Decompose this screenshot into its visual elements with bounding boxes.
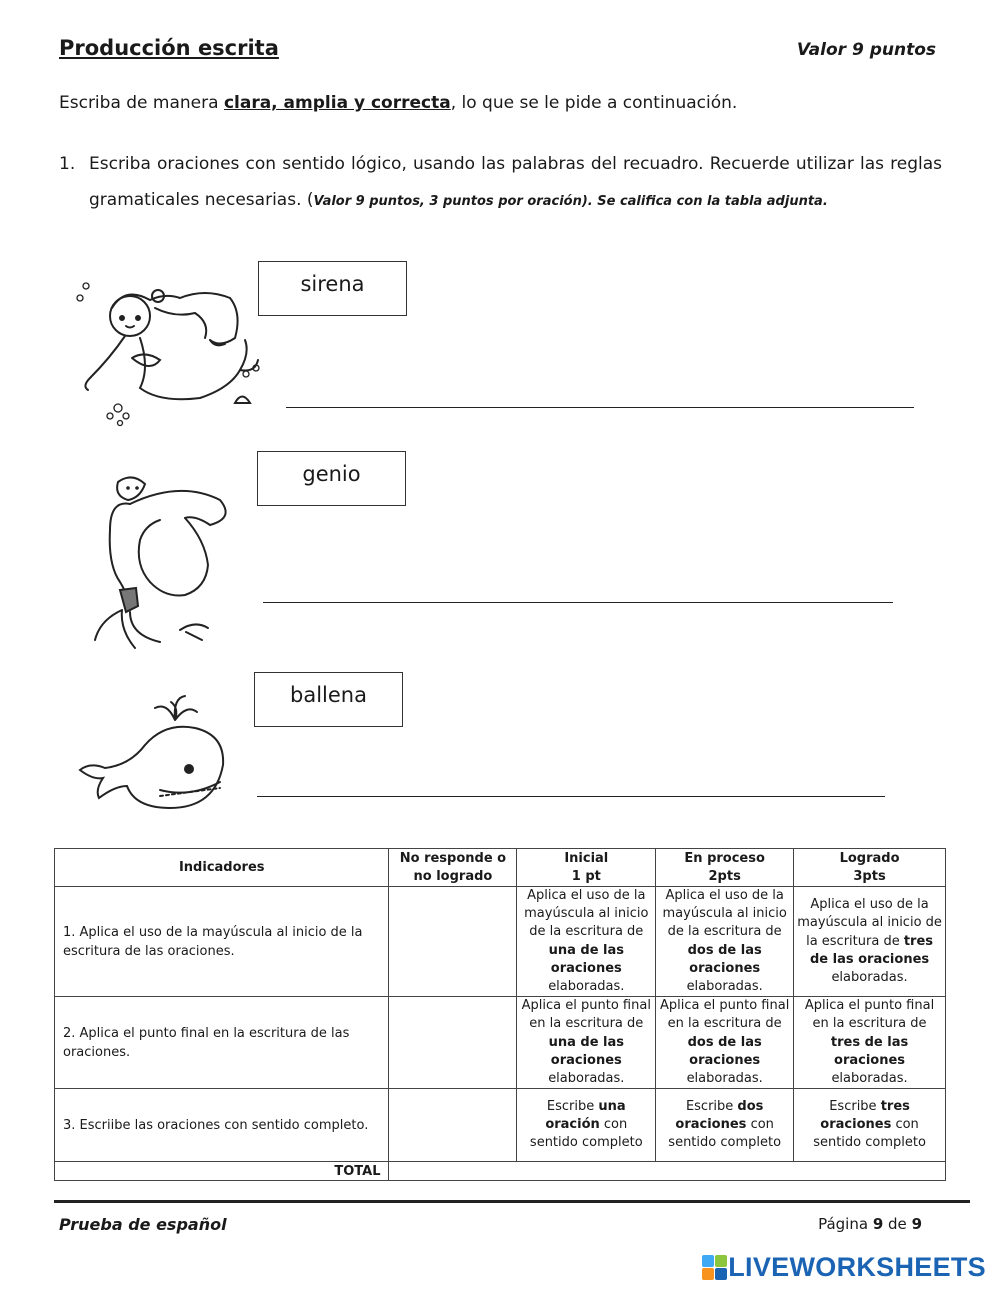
indicator-cell: 2. Aplica el punto final en la escritura de las oraciones. <box>55 997 389 1089</box>
instructions-emphasis: clara, amplia y correcta <box>223 93 451 113</box>
word-box-genio: genio <box>257 451 406 506</box>
en-proceso-cell: Aplica el uso de la mayúscula al inicio de la escritura de dos de las oraciones elaboradas. <box>656 887 794 997</box>
page-title: Producción escrita <box>59 36 279 60</box>
word-box-ballena: ballena <box>254 672 403 727</box>
total-label: TOTAL <box>55 1162 389 1181</box>
total-row <box>55 1162 946 1181</box>
total-value: Valor 9 puntos <box>796 40 936 60</box>
header-indicadores: Indicadores <box>55 849 389 887</box>
logrado-cell: Aplica el punto final en la escritura de tres de las oraciones elaboradas. <box>794 997 946 1089</box>
logrado-cell: Escribe tres oraciones con sentido completo <box>794 1089 946 1162</box>
whale-icon <box>75 690 235 815</box>
indicator-cell: 3. Escriibe las oraciones con sentido completo. <box>55 1089 389 1162</box>
rubric-table <box>54 848 946 1181</box>
table-row <box>55 887 946 997</box>
total-value-cell[interactable] <box>389 1162 946 1181</box>
no-responde-cell[interactable] <box>389 997 517 1089</box>
header-logrado: Logrado 3pts <box>794 849 946 887</box>
header-en-proceso: En proceso 2pts <box>656 849 794 887</box>
en-proceso-cell: Escribe dos oraciones con sentido completo <box>656 1089 794 1162</box>
header-no-responde: No responde o no logrado <box>389 849 517 887</box>
indicator-cell: 1. Aplica el uso de la mayúscula al inicio de la escritura de las oraciones. <box>55 887 389 997</box>
header-inicial: Inicial 1 pt <box>517 849 656 887</box>
footer-divider <box>54 1200 970 1203</box>
answer-line-sirena[interactable] <box>286 407 914 408</box>
page-number: Página 9 de 9 <box>818 1215 922 1233</box>
brand-name: LIVEWORKSHEETS <box>728 1252 986 1282</box>
answer-line-genio[interactable] <box>263 602 893 603</box>
word-box-sirena: sirena <box>258 261 407 316</box>
inicial-cell: Aplica el punto final en la escritura de una de las oraciones elaboradas. <box>517 997 656 1089</box>
instructions: Escriba de manera clara, amplia y correcta, lo que se le pide a continuación. <box>59 93 738 113</box>
question-1 <box>59 146 942 220</box>
question-number: 1. <box>59 154 76 174</box>
table-row <box>55 997 946 1089</box>
mermaid-icon <box>70 278 270 428</box>
inicial-cell: Aplica el uso de la mayúscula al inicio de la escritura de una de las oraciones elaboradas. <box>517 887 656 997</box>
en-proceso-cell: Aplica el punto final en la escritura de dos de las oraciones elaboradas. <box>656 997 794 1089</box>
footer-subject: Prueba de español <box>59 1215 227 1234</box>
liveworksheets-logo-icon <box>702 1255 728 1281</box>
rubric-header-row <box>55 849 946 887</box>
no-responde-cell[interactable] <box>389 887 517 997</box>
question-text: Escriba oraciones con sentido lógico, usando las palabras del recuadro. Recuerde utilizar las reglas gramaticales necesarias. ( <box>89 154 942 210</box>
genie-lamp-icon <box>90 470 240 660</box>
question-note: Valor 9 puntos, 3 puntos por oración). Se califica con la tabla adjunta. <box>313 194 828 209</box>
no-responde-cell[interactable] <box>389 1089 517 1162</box>
logrado-cell: Aplica el uso de la mayúscula al inicio de la escritura de tres de las oraciones elaboradas. <box>794 887 946 997</box>
answer-line-ballena[interactable] <box>257 796 885 797</box>
liveworksheets-brand <box>702 1252 986 1283</box>
inicial-cell: Escribe una oración con sentido completo <box>517 1089 656 1162</box>
table-row <box>55 1089 946 1162</box>
